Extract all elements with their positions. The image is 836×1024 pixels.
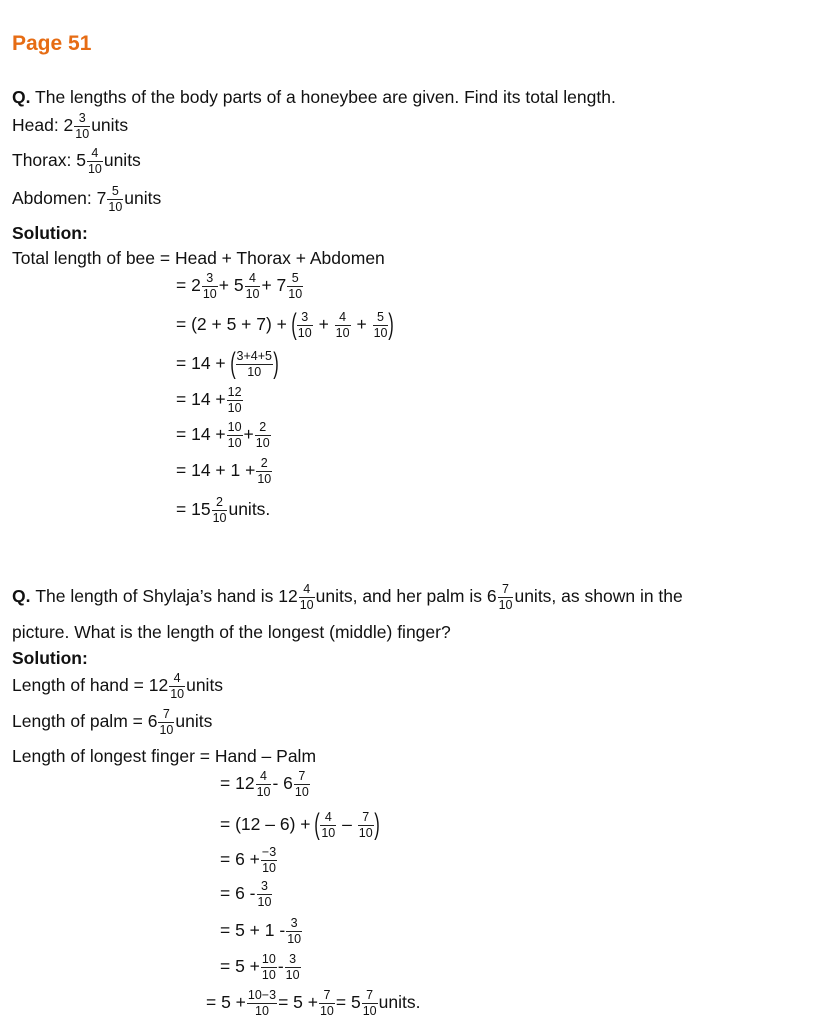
fraction xyxy=(227,421,243,449)
math-token: 7 xyxy=(158,708,174,723)
math-token: 10 xyxy=(170,686,185,701)
fraction xyxy=(245,272,261,300)
fraction xyxy=(74,112,90,140)
math-token: 2 xyxy=(255,421,271,436)
math-token: units. xyxy=(228,499,271,520)
fraction xyxy=(227,386,243,414)
math-token: 4 xyxy=(335,311,351,326)
fraction xyxy=(358,811,374,839)
fraction xyxy=(107,185,123,213)
math-token: 10 xyxy=(287,931,302,946)
math-token: 2 xyxy=(212,496,228,511)
math-token: = 5 + xyxy=(220,956,260,977)
bracket: ) xyxy=(273,347,279,380)
fraction xyxy=(256,770,272,798)
math-token: 10 xyxy=(202,286,217,301)
math-token: 10 xyxy=(87,161,102,176)
fraction xyxy=(158,708,174,736)
math-token: units, as shown in the xyxy=(514,586,683,607)
longest-finger-line: Length of longest finger = Hand – Palm xyxy=(12,746,317,766)
math-token: 10 xyxy=(358,825,373,840)
bracket: ( xyxy=(314,808,321,841)
unit-label: units xyxy=(91,115,129,136)
math-token: = 14 + xyxy=(176,353,226,374)
math-token: The length of Shylaja’s hand is 12 xyxy=(35,586,298,607)
bracket: ) xyxy=(388,308,395,341)
math-token: units, and her palm is 6 xyxy=(315,586,497,607)
math-token: + xyxy=(243,424,254,445)
math-token: 10 xyxy=(257,894,272,909)
math-token: = 14 + 1 + xyxy=(176,460,256,481)
math-token: = 5 + xyxy=(206,992,246,1013)
step-7 xyxy=(176,496,270,524)
math-token: 4 xyxy=(169,672,185,687)
abdomen-length xyxy=(12,185,161,213)
math-token: 10 xyxy=(288,286,303,301)
step-4 xyxy=(176,386,244,414)
fraction xyxy=(169,672,185,700)
math-token: units xyxy=(175,711,213,732)
math-token: 10 xyxy=(256,784,271,799)
math-token: 2 xyxy=(256,457,272,472)
math-token: 10 xyxy=(227,400,242,415)
math-token: 10 xyxy=(498,597,513,612)
math-token: 10 xyxy=(362,1003,377,1018)
math-token: 10 xyxy=(319,1003,334,1018)
math-token: – xyxy=(342,814,352,835)
math-token: units. xyxy=(378,992,421,1013)
q2-step-5 xyxy=(220,917,303,945)
math-token: 10 xyxy=(245,286,260,301)
fraction xyxy=(498,583,514,611)
fraction xyxy=(247,989,277,1017)
math-token: 10 xyxy=(261,967,276,982)
math-token: 10 xyxy=(108,199,123,214)
math-token: = 6 + xyxy=(220,849,260,870)
math-token: = 14 + xyxy=(176,389,226,410)
fraction xyxy=(212,496,228,524)
unit-label: units xyxy=(124,188,162,209)
math-token: = 5 + xyxy=(278,992,318,1013)
math-token: 10 xyxy=(227,435,242,450)
fraction xyxy=(319,989,335,1017)
math-token: 10 xyxy=(285,967,300,982)
question-1 xyxy=(12,89,616,107)
q2-step-1 xyxy=(220,770,311,798)
math-token: + 5 xyxy=(218,275,244,296)
q2-step-2 xyxy=(220,810,379,840)
question-text: The lengths of the body parts of a honeybee are given. Find its total length. xyxy=(35,87,616,107)
hand-length xyxy=(12,672,223,700)
total-length-line: Total length of bee = Head + Thorax + Abdomen xyxy=(12,248,385,268)
step-2 xyxy=(176,310,393,340)
math-token: 10 xyxy=(373,325,388,340)
math-token: Length of hand = 12 xyxy=(12,675,169,696)
math-token: + xyxy=(356,314,367,335)
math-token: 5 xyxy=(373,311,389,326)
math-token: 10 xyxy=(257,471,272,486)
math-token: 10 xyxy=(335,325,350,340)
fraction xyxy=(261,846,277,874)
solution-heading: Solution: xyxy=(12,648,88,668)
fraction xyxy=(261,953,277,981)
fraction xyxy=(287,272,303,300)
math-token: 10 xyxy=(321,825,336,840)
fraction xyxy=(320,811,336,839)
fraction xyxy=(299,583,315,611)
math-token: 10 xyxy=(294,784,309,799)
fraction xyxy=(362,989,378,1017)
math-token: 3+4+5 xyxy=(236,349,272,363)
fraction xyxy=(257,880,273,908)
fraction xyxy=(286,917,302,945)
step-1 xyxy=(176,272,304,300)
math-token: 4 xyxy=(256,770,272,785)
question-label: Q. xyxy=(12,586,31,607)
math-token: Length of palm = 6 xyxy=(12,711,158,732)
math-token: 5 xyxy=(107,185,123,200)
math-token: - 6 xyxy=(272,773,293,794)
step-6 xyxy=(176,457,273,485)
bracket: ( xyxy=(291,308,297,341)
math-token: 7 xyxy=(294,770,310,785)
abdomen-label: Abdomen: 7 xyxy=(12,188,107,209)
fraction xyxy=(236,350,273,378)
step-3 xyxy=(176,349,278,379)
head-length xyxy=(12,112,128,140)
q2-step-7 xyxy=(206,989,420,1017)
palm-length xyxy=(12,708,212,736)
math-token: = 5 + 1 - xyxy=(220,920,286,941)
math-token: 10−3 xyxy=(247,988,277,1002)
math-token: 10 xyxy=(227,420,242,434)
math-token: 3 xyxy=(286,917,302,932)
fraction xyxy=(285,953,301,981)
question-2-line-2: picture. What is the length of the longest (middle) finger? xyxy=(12,622,451,642)
math-token: = (12 – 6) + xyxy=(220,814,311,835)
fraction xyxy=(87,147,103,175)
math-token: + 7 xyxy=(261,275,287,296)
math-token: 3 xyxy=(74,112,90,127)
math-token: 4 xyxy=(320,811,336,826)
fraction xyxy=(202,272,218,300)
math-token: 12 xyxy=(227,385,242,399)
head-label: Head: 2 xyxy=(12,115,74,136)
math-token: 7 xyxy=(498,583,514,598)
math-token: 3 xyxy=(297,311,313,326)
q2-step-6 xyxy=(220,953,302,981)
math-token: −3 xyxy=(261,845,277,859)
math-token: 10 xyxy=(255,1003,269,1018)
math-token: 7 xyxy=(319,989,335,1004)
math-token: 3 xyxy=(202,272,218,287)
step-5 xyxy=(176,421,272,449)
math-token: - xyxy=(277,956,284,977)
math-token: 7 xyxy=(362,989,378,1004)
math-token: = 2 xyxy=(176,275,201,296)
math-token: 10 xyxy=(255,435,270,450)
math-token: 10 xyxy=(247,364,262,379)
math-token: 10 xyxy=(262,860,276,875)
math-token: = 6 - xyxy=(220,883,256,904)
fraction xyxy=(297,311,313,339)
fraction xyxy=(255,421,271,449)
question-2 xyxy=(12,583,683,611)
math-token: 10 xyxy=(299,597,314,612)
unit-label: units xyxy=(103,150,141,171)
math-token: 7 xyxy=(358,811,374,826)
q2-step-4 xyxy=(220,880,273,908)
math-token: 5 xyxy=(287,272,303,287)
math-token: = 15 xyxy=(176,499,211,520)
fraction xyxy=(256,457,272,485)
q2-step-3 xyxy=(220,846,278,874)
solution-heading: Solution: xyxy=(12,223,88,243)
math-token: 10 xyxy=(297,325,312,340)
math-token: 3 xyxy=(285,953,301,968)
math-token: 4 xyxy=(87,147,103,162)
math-token: 4 xyxy=(245,272,261,287)
math-token: 10 xyxy=(159,722,174,737)
question-label: Q. xyxy=(12,87,31,107)
math-token: 10 xyxy=(212,510,227,525)
fraction xyxy=(373,311,389,339)
thorax-label: Thorax: 5 xyxy=(12,150,86,171)
fraction xyxy=(335,311,351,339)
math-token: = 5 xyxy=(335,992,361,1013)
page-title: Page 51 xyxy=(12,32,92,55)
math-token: units xyxy=(186,675,224,696)
math-token: 4 xyxy=(299,583,315,598)
math-token: = 14 + xyxy=(176,424,226,445)
fraction xyxy=(294,770,310,798)
math-token: 10 xyxy=(261,952,276,966)
math-token: + xyxy=(318,314,329,335)
math-token: = 12 xyxy=(220,773,255,794)
math-token: 3 xyxy=(257,880,273,895)
bracket: ) xyxy=(373,808,380,841)
thorax-length xyxy=(12,147,141,175)
math-token: = (2 + 5 + 7) + xyxy=(176,314,287,335)
bracket: ( xyxy=(229,347,236,380)
math-token: 10 xyxy=(75,126,90,141)
